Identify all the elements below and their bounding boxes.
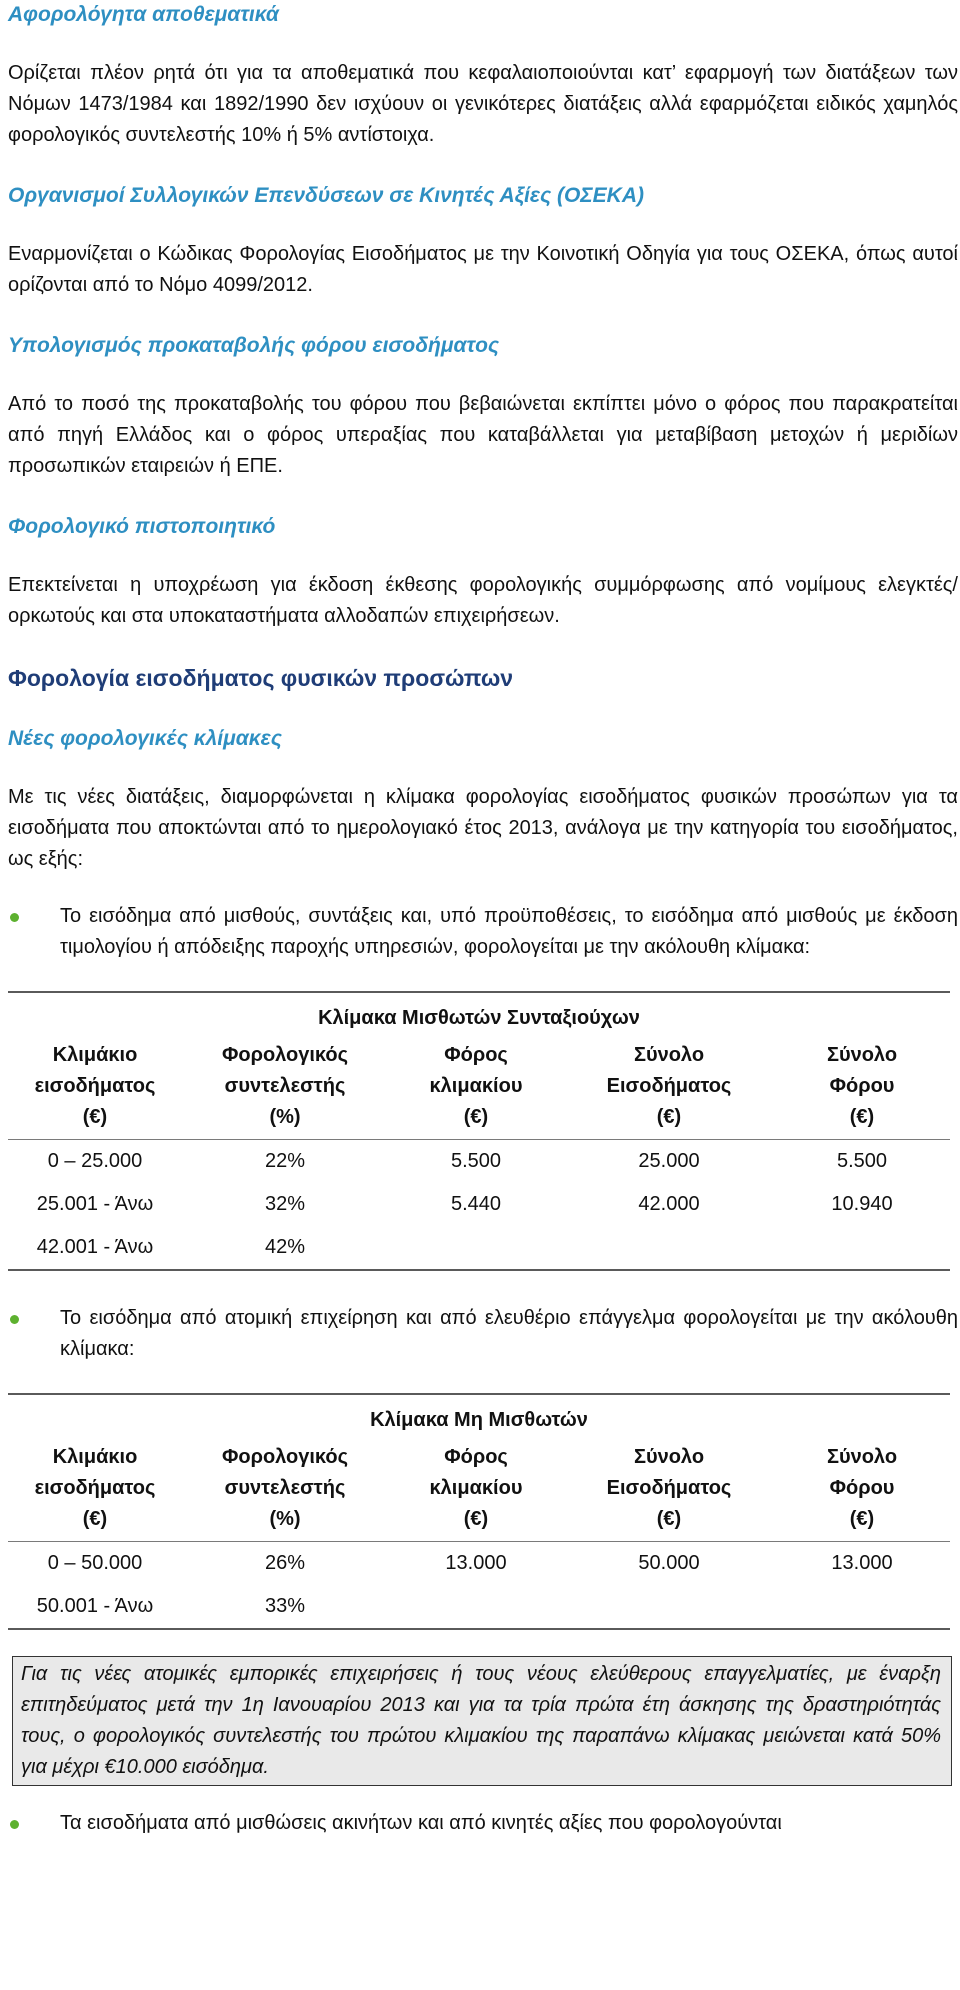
note-box: Για τις νέες ατομικές εμπορικές επιχειρήσεις ή τους νέους ελεύθερους επαγγελματίες, με έναρξη επιτηδεύματος μετά την 1η Ιανουαρίου 2013 και για τα τρία πρώτα έτη άσκησης της δραστηριότητάς τους, ο φορολογικός συντελεστής του πρώτου κλιμακίου της παραπάνω κλίμακας μειώνεται κατά 50% για μέχρι €10.000 εισόδημα. [12, 1656, 952, 1786]
paragraph-prepayment: Από το ποσό της προκαταβολής του φόρου που βεβαιώνεται εκπίπτει μόνο ο φόρος που παρακρατείται από πηγή Ελλάδος και ο φόρος υπεραξίας που καταβάλλεται για μεταβίβαση μετοχών ή μεριδίων προσωπικών εταιρειών ή ΕΠΕ. [8, 393, 958, 477]
column-header: Σύνολο Εισοδήματος (€) [564, 1442, 774, 1542]
heading-new-tax-scales: Νέες φορολογικές κλίμακες [8, 727, 282, 750]
column-header: Φορολογικός συντελεστής (%) [182, 1040, 388, 1140]
table-cell: 0 – 25.000 [47, 1150, 143, 1172]
bullet-rental-income [8, 1808, 958, 1839]
table-cell: 25.000 [638, 1150, 700, 1172]
column-header: Φόρος κλιμακίου (€) [388, 1040, 564, 1140]
table-cell: 50.001 - Άνω [36, 1595, 154, 1617]
table-cell: 32% [264, 1193, 306, 1215]
table-cell [564, 1585, 774, 1628]
heading-prepayment: Υπολογισμός προκαταβολής φόρου εισοδήματος [8, 334, 500, 357]
column-header: Φορολογικός συντελεστής (%) [182, 1442, 388, 1542]
table-cell: 13.000 [445, 1552, 507, 1574]
table-cell: 42% [264, 1236, 306, 1258]
table-header-row [8, 1040, 950, 1140]
heading-tax-certificate: Φορολογικό πιστοποιητικό [8, 515, 276, 538]
bullet-text: Το εισόδημα από μισθούς, συντάξεις και, υπό προϋποθέσεις, το εισόδημα από μισθούς με έκδοση τιμολογίου ή απόδειξης παροχής υπηρεσιών, φορολογείται με την ακόλουθη κλίμακα: [60, 905, 958, 958]
table-caption: Κλίμακα Μη Μισθωτών [370, 1409, 588, 1431]
column-header: Κλιμάκιο εισοδήματος (€) [8, 1040, 182, 1140]
table-row [8, 1183, 950, 1226]
column-header: Φόρος κλιμακίου (€) [388, 1442, 564, 1542]
paragraph-new-tax-scales: Με τις νέες διατάξεις, διαμορφώνεται η κλίμακα φορολογίας εισοδήματος φυσικών προσώπων για τα εισοδήματα που αποκτώνται από το ημερολογιακό έτος 2013, ανάλογα με την κατηγορία του εισοδήματος, ως εξής: [8, 786, 958, 870]
bullet-dot-icon [8, 901, 60, 932]
table-cell [388, 1585, 564, 1628]
column-header: Σύνολο Φόρου (€) [774, 1442, 950, 1542]
table-salaried-scale [8, 991, 950, 1271]
column-header: Σύνολο Εισοδήματος (€) [564, 1040, 774, 1140]
table-cell: 50.000 [638, 1552, 700, 1574]
heading-oseka: Οργανισμοί Συλλογικών Επενδύσεων σε Κινητές Αξίες (ΟΣΕΚΑ) [8, 184, 645, 207]
paragraph-oseka: Εναρμονίζεται ο Κώδικας Φορολογίας Εισοδήματος με την Κοινοτική Οδηγία για τους ΟΣΕΚΑ, όπως αυτοί ορίζονται από το Νόμο 4099/2012. [8, 243, 958, 296]
bullet-dot-icon [8, 1303, 60, 1334]
bullet-text: Το εισόδημα από ατομική επιχείρηση και από ελευθέριο επάγγελμα φορολογείται με την ακόλουθη κλίμακα: [60, 1307, 958, 1360]
table-cell: 5.500 [836, 1150, 888, 1172]
table-row [8, 1585, 950, 1628]
table-row [8, 1542, 950, 1586]
table-cell: 10.940 [831, 1193, 893, 1215]
table-cell [774, 1585, 950, 1628]
table-cell [564, 1226, 774, 1269]
table-cell [388, 1226, 564, 1269]
table-cell: 25.001 - Άνω [36, 1193, 154, 1215]
table-cell: 5.440 [450, 1193, 502, 1215]
table-non-salaried-scale [8, 1393, 950, 1630]
table-cell: 26% [264, 1552, 306, 1574]
table-cell: 22% [264, 1150, 306, 1172]
table-cell: 0 – 50.000 [47, 1552, 143, 1574]
table-header-row [8, 1442, 950, 1542]
bullet-non-salaried [8, 1303, 958, 1365]
bullet-text: Τα εισοδήματα από μισθώσεις ακινήτων και από κινητές αξίες που φορολογούνται [60, 1812, 782, 1834]
column-header: Σύνολο Φόρου (€) [774, 1040, 950, 1140]
table-row [8, 1226, 950, 1269]
paragraph-untaxed-reserves: Ορίζεται πλέον ρητά ότι για τα αποθεματικά που κεφαλαιοποιούνται κατ’ εφαρμογή των διατάξεων των Νόμων 1473/1984 και 1892/1990 δεν ισχύουν οι γενικότερες διατάξεις αλλά εφαρμόζεται ειδικός χαμηλός φορολογικός συντελεστής 10% ή 5% αντίστοιχα. [8, 62, 958, 146]
table-cell: 5.500 [450, 1150, 502, 1172]
table-caption: Κλίμακα Μισθωτών Συνταξιούχων [318, 1007, 640, 1029]
heading-individual-income-tax: Φορολογία εισοδήματος φυσικών προσώπων [8, 665, 514, 691]
column-header: Κλιμάκιο εισοδήματος (€) [8, 1442, 182, 1542]
bullet-salaried [8, 901, 958, 963]
table-cell: 13.000 [831, 1552, 893, 1574]
heading-untaxed-reserves: Αφορολόγητα αποθεματικά [8, 3, 279, 26]
bullet-dot-icon [8, 1808, 60, 1839]
table-cell [774, 1226, 950, 1269]
table-cell: 42.000 [638, 1193, 700, 1215]
table-row [8, 1140, 950, 1184]
table-cell: 42.001 - Άνω [36, 1236, 154, 1258]
table-cell: 33% [264, 1595, 306, 1617]
paragraph-tax-certificate: Επεκτείνεται η υποχρέωση για έκδοση έκθεσης φορολογικής συμμόρφωσης από νομίμους ελεγκτές/ορκωτούς και στα υποκαταστήματα αλλοδαπών επιχειρήσεων. [8, 574, 958, 627]
